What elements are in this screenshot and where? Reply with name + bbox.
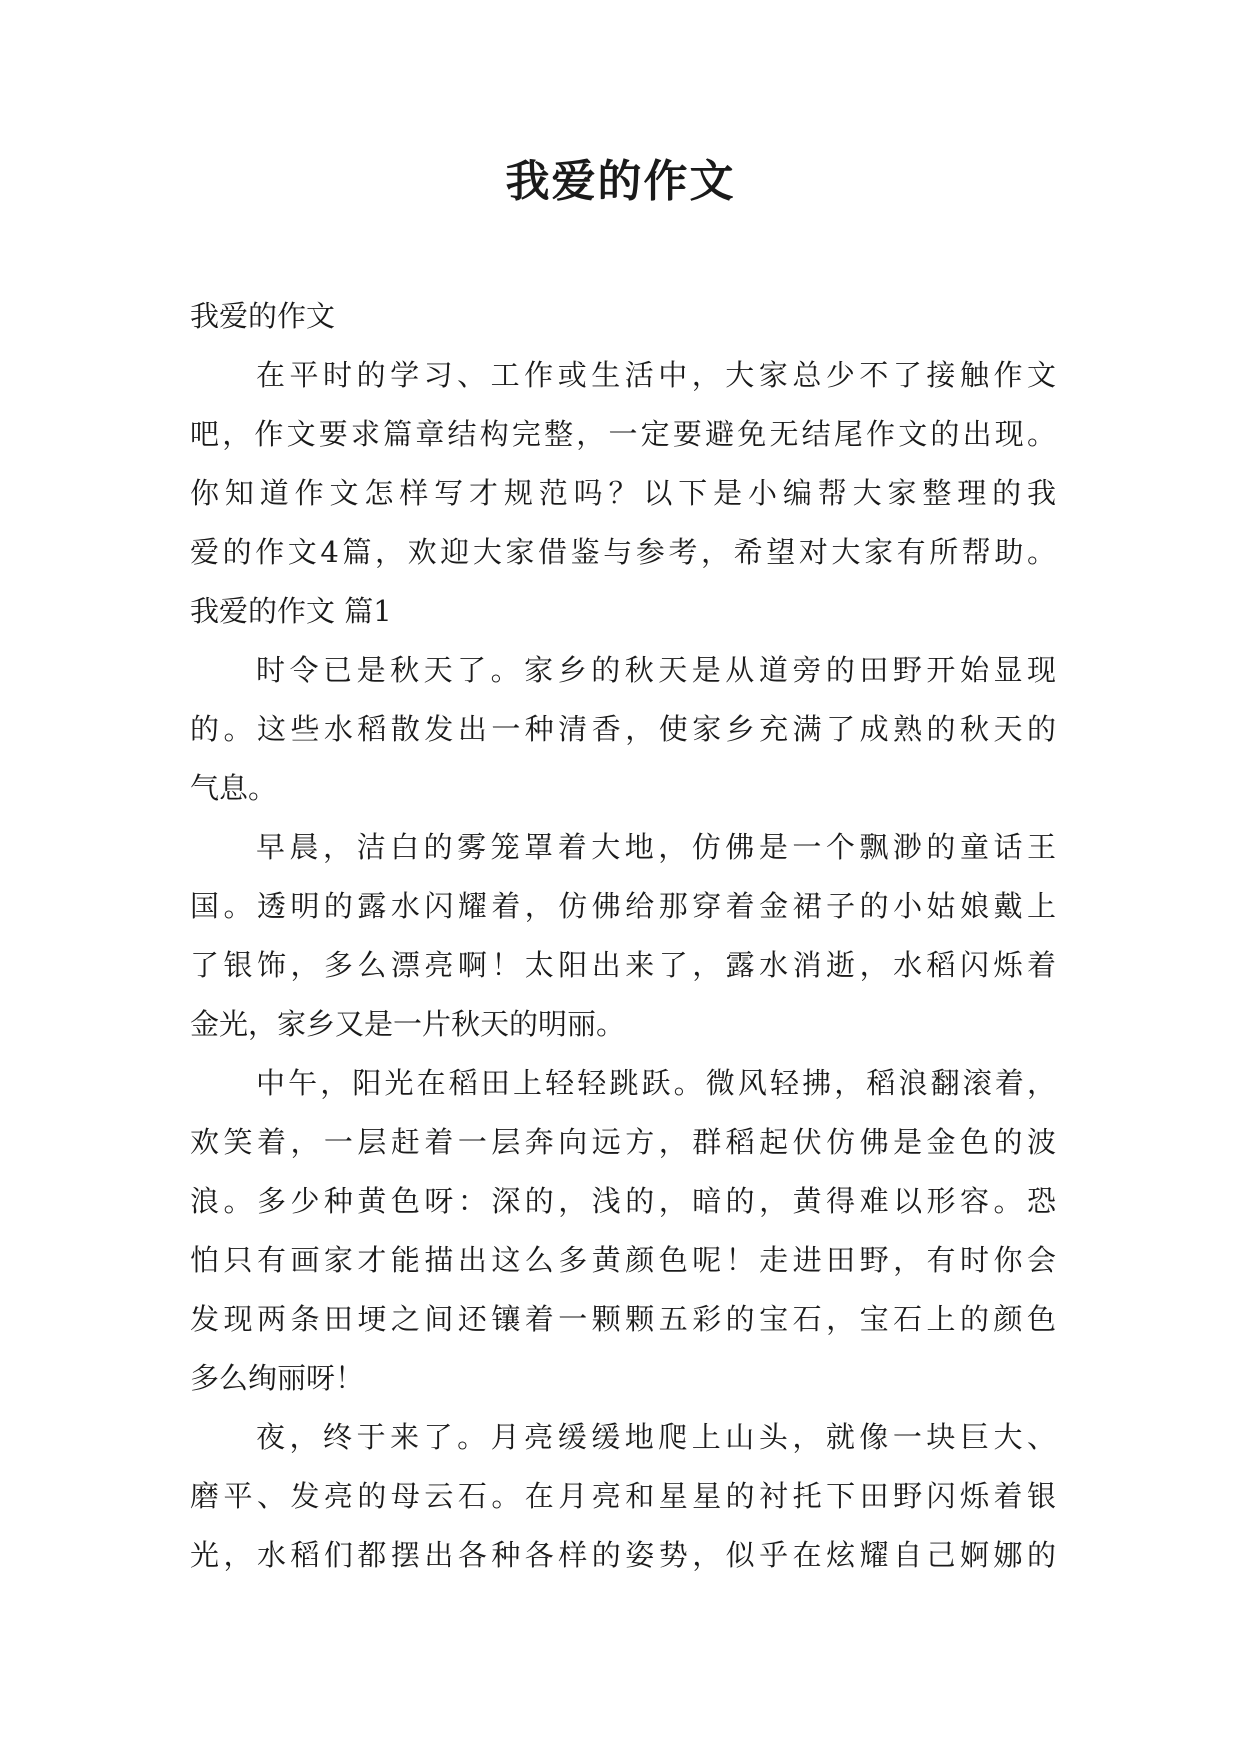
- paragraph-line: 时令已是秋天了。家乡的秋天是从道旁的田野开始显现: [256, 653, 1056, 687]
- paragraph-line: 国。透明的露水闪耀着，仿佛给那穿着金裙子的小姑娘戴上: [190, 889, 1056, 923]
- paragraph-line: 了银饰，多么漂亮啊！太阳出来了，露水消逝，水稻闪烁着: [190, 948, 1056, 982]
- paragraph-line: 磨平、发亮的母云石。在月亮和星星的衬托下田野闪烁着银: [190, 1479, 1056, 1513]
- body-heading: 我爱的作文: [190, 299, 336, 333]
- paragraph-line: 早晨，洁白的雾笼罩着大地，仿佛是一个飘渺的童话王: [256, 830, 1056, 864]
- paragraph-line: 浪。多少种黄色呀：深的，浅的，暗的，黄得难以形容。恐: [190, 1184, 1056, 1218]
- document-body: [190, 287, 1056, 1585]
- paragraph-line: 怕只有画家才能描出这么多黄颜色呢！走进田野，有时你会: [190, 1243, 1056, 1277]
- section-heading: 我爱的作文 篇1: [190, 594, 392, 628]
- paragraph-line: 你知道作文怎样写才规范吗？以下是小编帮大家整理的我: [190, 476, 1056, 510]
- paragraph-line: 爱的作文4篇，欢迎大家借鉴与参考，希望对大家有所帮助。: [190, 535, 1056, 569]
- paragraph-line: 金光，家乡又是一片秋天的明丽。: [190, 1007, 626, 1041]
- paragraph-line: 的。这些水稻散发出一种清香，使家乡充满了成熟的秋天的: [190, 712, 1056, 746]
- paragraph-line: 中午，阳光在稻田上轻轻跳跃。微风轻拂，稻浪翻滚着，: [256, 1066, 1056, 1100]
- paragraph-line: 在平时的学习、工作或生活中，大家总少不了接触作文: [256, 358, 1056, 392]
- paragraph-line: 发现两条田埂之间还镶着一颗颗五彩的宝石，宝石上的颜色: [190, 1302, 1056, 1336]
- paragraph-line: 夜，终于来了。月亮缓缓地爬上山头，就像一块巨大、: [256, 1420, 1056, 1454]
- paragraph-line: 吧，作文要求篇章结构完整，一定要避免无结尾作文的出现。: [190, 417, 1056, 451]
- paragraph-line: 光，水稻们都摆出各种各样的姿势，似乎在炫耀自己婀娜的: [190, 1538, 1056, 1572]
- paragraph-line: 多么绚丽呀！: [190, 1361, 365, 1395]
- paragraph-line: 欢笑着，一层赶着一层奔向远方，群稻起伏仿佛是金色的波: [190, 1125, 1056, 1159]
- document-title: 我爱的作文: [505, 156, 736, 207]
- paragraph-line: 气息。: [190, 771, 278, 805]
